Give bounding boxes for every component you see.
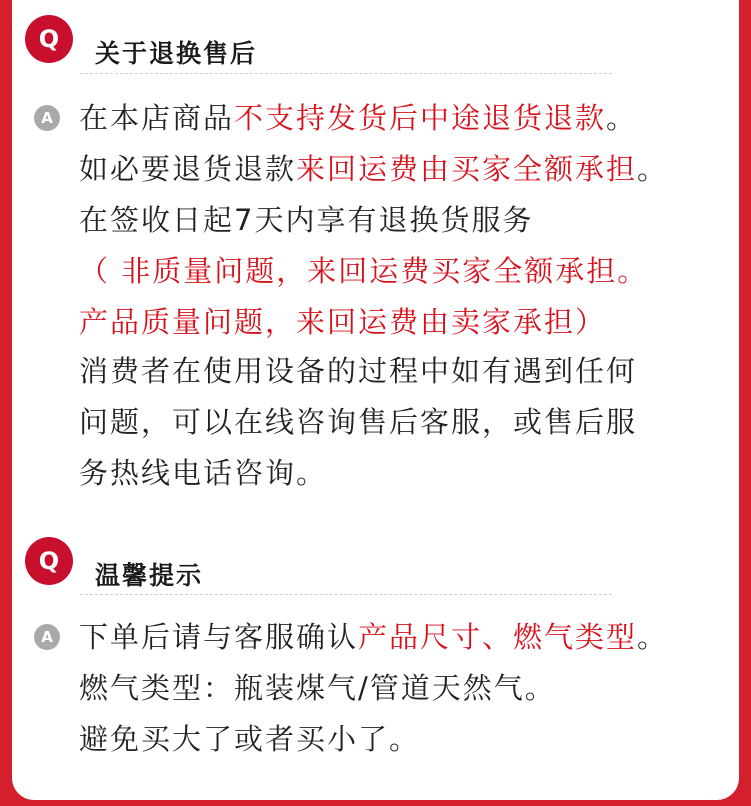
answer-badge-icon: A [34,624,60,650]
policy-line-2: 如必要退货退款来回运费由买家全额承担。 [79,152,669,186]
returns-policy-text [79,93,668,348]
tip-line-2: 燃气类型：瓶装煤气/管道天然气。 [79,671,556,705]
question-badge-icon: Q [25,15,73,63]
title-divider [80,73,612,74]
tip-line-1: 下单后请与客服确认产品尺寸、燃气类型。 [79,620,669,654]
answer-badge-icon: A [34,105,60,131]
note-line-2: 问题，可以在线咨询售后客服，或售后服 [79,405,638,439]
title-divider [80,594,612,595]
note-line-3: 务热线电话咨询。 [79,456,328,490]
policy-line-4: （ 非质量问题，来回运费买家全额承担。 [79,254,649,288]
note-line-1: 消费者在使用设备的过程中如有遇到任何 [79,354,638,388]
policy-line-5: 产品质量问题，来回运费由卖家承担） [79,305,607,339]
tips-text [79,612,668,765]
question-badge-icon: Q [25,537,73,585]
section-title-returns: 关于退换售后 [95,39,258,68]
after-sales-note [79,346,637,499]
section-title-tips: 温馨提示 [95,561,204,590]
policy-line-3: 在签收日起7天内享有退换货服务 [79,203,534,237]
policy-line-1: 在本店商品不支持发货后中途退货退款。 [79,101,638,135]
tip-line-3: 避免买大了或者买小了。 [79,722,421,756]
